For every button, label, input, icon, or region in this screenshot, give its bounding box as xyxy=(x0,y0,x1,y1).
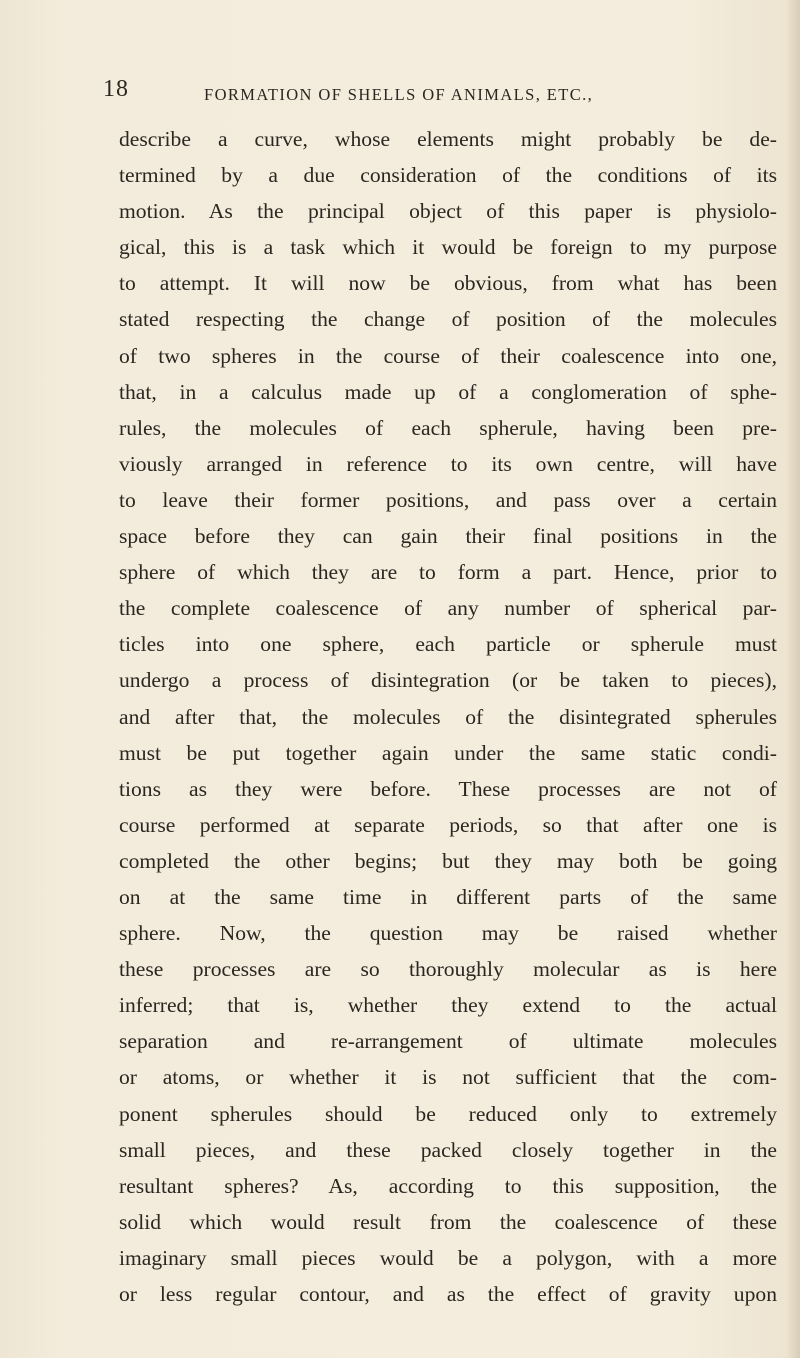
text-line: completed the other begins; but they may both be going xyxy=(119,848,777,873)
text-line: the complete coalescence of any number of spherical par- xyxy=(119,596,777,621)
text-line: that, in a calculus made up of a conglomeration of sphe- xyxy=(119,379,777,404)
text-line: stated respecting the change of position of the molecules xyxy=(119,307,777,332)
text-line: viously arranged in reference to its own centre, will have xyxy=(119,451,777,476)
text-line: and after that, the molecules of the disintegrated spherules xyxy=(119,704,777,729)
text-line: tions as they were before. These processes are not of xyxy=(119,776,777,801)
text-line: describe a curve, whose elements might probably be de- xyxy=(119,127,777,151)
text-line: sphere. Now, the question may be raised whether xyxy=(119,921,777,946)
page-edge-shadow xyxy=(786,0,800,1358)
page-number: 18 xyxy=(103,76,129,102)
text-line: gical, this is a task which it would be foreign to my purpose xyxy=(119,235,777,260)
text-line: inferred; that is, whether they extend to the actual xyxy=(119,993,777,1018)
text-line: on at the same time in different parts of the same xyxy=(119,884,777,909)
text-line: or less regular contour, and as the effect of gravity upon xyxy=(119,1282,777,1306)
text-line: ticles into one sphere, each particle or spherule must xyxy=(119,632,777,657)
text-line: resultant spheres? As, according to this supposition, the xyxy=(119,1173,777,1198)
body-text xyxy=(119,121,777,1312)
text-line: these processes are so thoroughly molecular as is here xyxy=(119,957,777,982)
text-line: small pieces, and these packed closely together in the xyxy=(119,1137,777,1162)
text-line: space before they can gain their final positions in the xyxy=(119,524,777,549)
page-header xyxy=(103,76,743,112)
text-line: course performed at separate periods, so that after one is xyxy=(119,812,777,837)
text-line: separation and re-arrangement of ultimate molecules xyxy=(119,1029,777,1054)
text-line: to attempt. It will now be obvious, from what has been xyxy=(119,271,777,296)
text-line: or atoms, or whether it is not sufficient that the com- xyxy=(119,1065,777,1090)
text-line: ponent spherules should be reduced only to extremely xyxy=(119,1101,777,1126)
running-head: FORMATION OF SHELLS OF ANIMALS, ETC., xyxy=(204,85,594,104)
text-line: to leave their former positions, and pass over a certain xyxy=(119,487,777,512)
text-line: undergo a process of disintegration (or be taken to pieces), xyxy=(119,668,777,693)
text-line: solid which would result from the coalescence of these xyxy=(119,1209,777,1234)
text-line: motion. As the principal object of this paper is physiolo- xyxy=(119,199,777,224)
text-line: termined by a due consideration of the conditions of its xyxy=(119,163,777,188)
text-line: imaginary small pieces would be a polygon, with a more xyxy=(119,1245,777,1270)
text-line: of two spheres in the course of their coalescence into one, xyxy=(119,343,777,368)
text-line: must be put together again under the same static condi- xyxy=(119,740,777,765)
text-line: sphere of which they are to form a part. Hence, prior to xyxy=(119,560,777,585)
text-line: rules, the molecules of each spherule, having been pre- xyxy=(119,415,777,440)
